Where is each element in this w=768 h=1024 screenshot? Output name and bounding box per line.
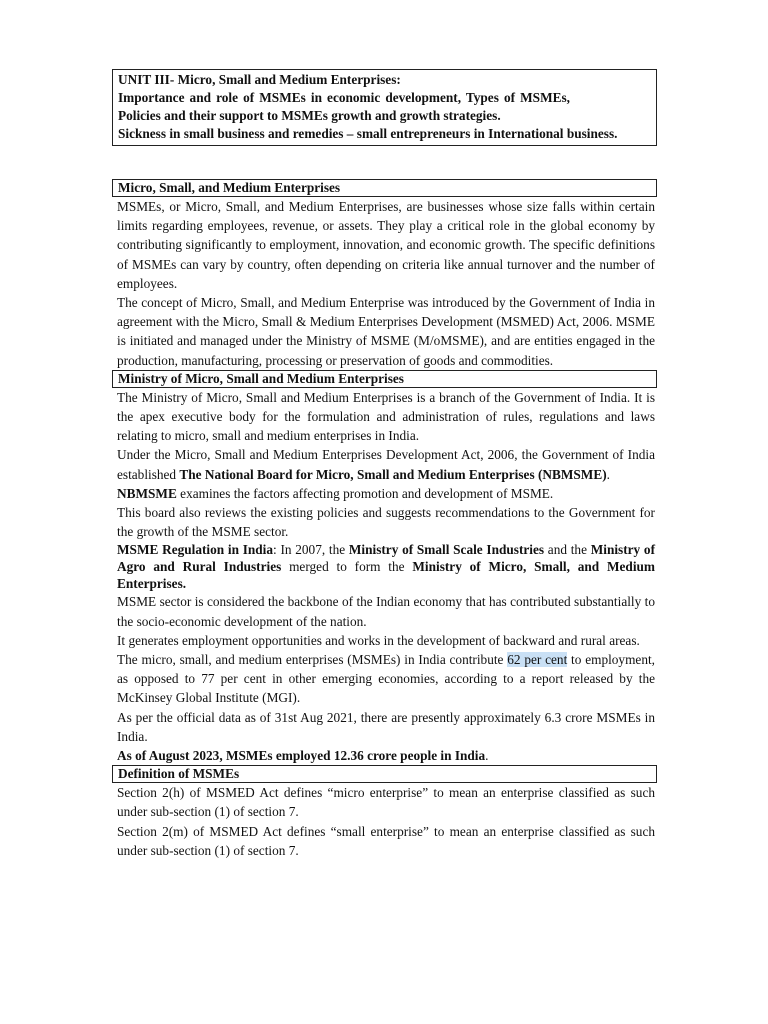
paragraph: The concept of Micro, Small, and Medium Enterprise was introduced by the Government of India in agreement with the Micro, Small & Medium Enterprises Development (MSMED) Act, 2006. MSME is initiated and managed under the Ministry of MSME (M/oMSME), and are entities engaged in the production, manufacturing, processing or preservation of goods and commodities. — [117, 295, 655, 368]
unit-topics: Importance and role of MSMEs in economic development, Types of MSMEs, Policies and their support to MSMEs growth and growth strategies. — [118, 90, 570, 123]
section-heading-msme: Micro, Small, and Medium Enterprises — [112, 179, 657, 197]
paragraph: MSMEs, or Micro, Small, and Medium Enterprises, are businesses whose size falls within certain limits regarding employees, revenue, or assets. They play a critical role in the global economy by contributing significantly to employment, innovation, and economic growth. The specific definitions of MSMEs can vary by country, often depending on criteria like annual turnover and the number of employees. — [117, 199, 655, 291]
paragraph: MSME sector is considered the backbone of the Indian economy that has contributed substantially to the socio-economic development of the nation. — [117, 594, 655, 629]
section-heading-definition: Definition of MSMEs — [112, 765, 657, 783]
paragraph: It generates employment opportunities and works in the development of backward and rural areas. — [117, 632, 640, 648]
unit-topics-2: Sickness in small business and remedies – small entrepreneurs in International business. — [118, 126, 618, 141]
paragraph: MSME Regulation in India: In 2007, the Ministry of Small Scale Industries and the Ministry of Agro and Rural Industries merged to form the Ministry of Micro, Small, and Medium Enterprises. — [117, 542, 655, 592]
unit-title: UNIT III- Micro, Small and Medium Enterprises: — [118, 72, 401, 87]
paragraph: Under the Micro, Small and Medium Enterprises Development Act, 2006, the Government of India established The National Board for Micro, Small and Medium Enterprises (NBMSME). — [117, 447, 655, 482]
section-heading-ministry: Ministry of Micro, Small and Medium Enterprises — [112, 370, 657, 388]
paragraph: As per the official data as of 31st Aug 2021, there are presently approximately 6.3 crore MSMEs in India. — [117, 709, 655, 744]
document-page — [112, 69, 657, 860]
paragraph: Section 2(m) of MSMED Act defines “small enterprise” to mean an enterprise classified as such under sub-section (1) of section 7. — [117, 823, 655, 858]
unit-header-box — [112, 69, 657, 146]
paragraph: The Ministry of Micro, Small and Medium Enterprises is a branch of the Government of India. It is the apex executive body for the formulation and administration of rules, regulations and laws relating to micro, small and medium enterprises in India. — [117, 389, 655, 444]
highlighted-text: 62 per cent — [507, 652, 568, 668]
paragraph: This board also reviews the existing policies and suggests recommendations to the Government for the growth of the MSME sector. — [117, 505, 655, 540]
paragraph: NBMSME examines the factors affecting promotion and development of MSME. — [117, 485, 554, 501]
paragraph: Section 2(h) of MSMED Act defines “micro enterprise” to mean an enterprise classified as such under sub-section (1) of section 7. — [117, 785, 655, 820]
paragraph: The micro, small, and medium enterprises (MSMEs) in India contribute 62 per cent to employment, as opposed to 77 per cent in other emerging economies, according to a report released by the McKinsey Global Institute (MGI). — [117, 652, 655, 706]
paragraph: As of August 2023, MSMEs employed 12.36 crore people in India. — [117, 748, 489, 764]
